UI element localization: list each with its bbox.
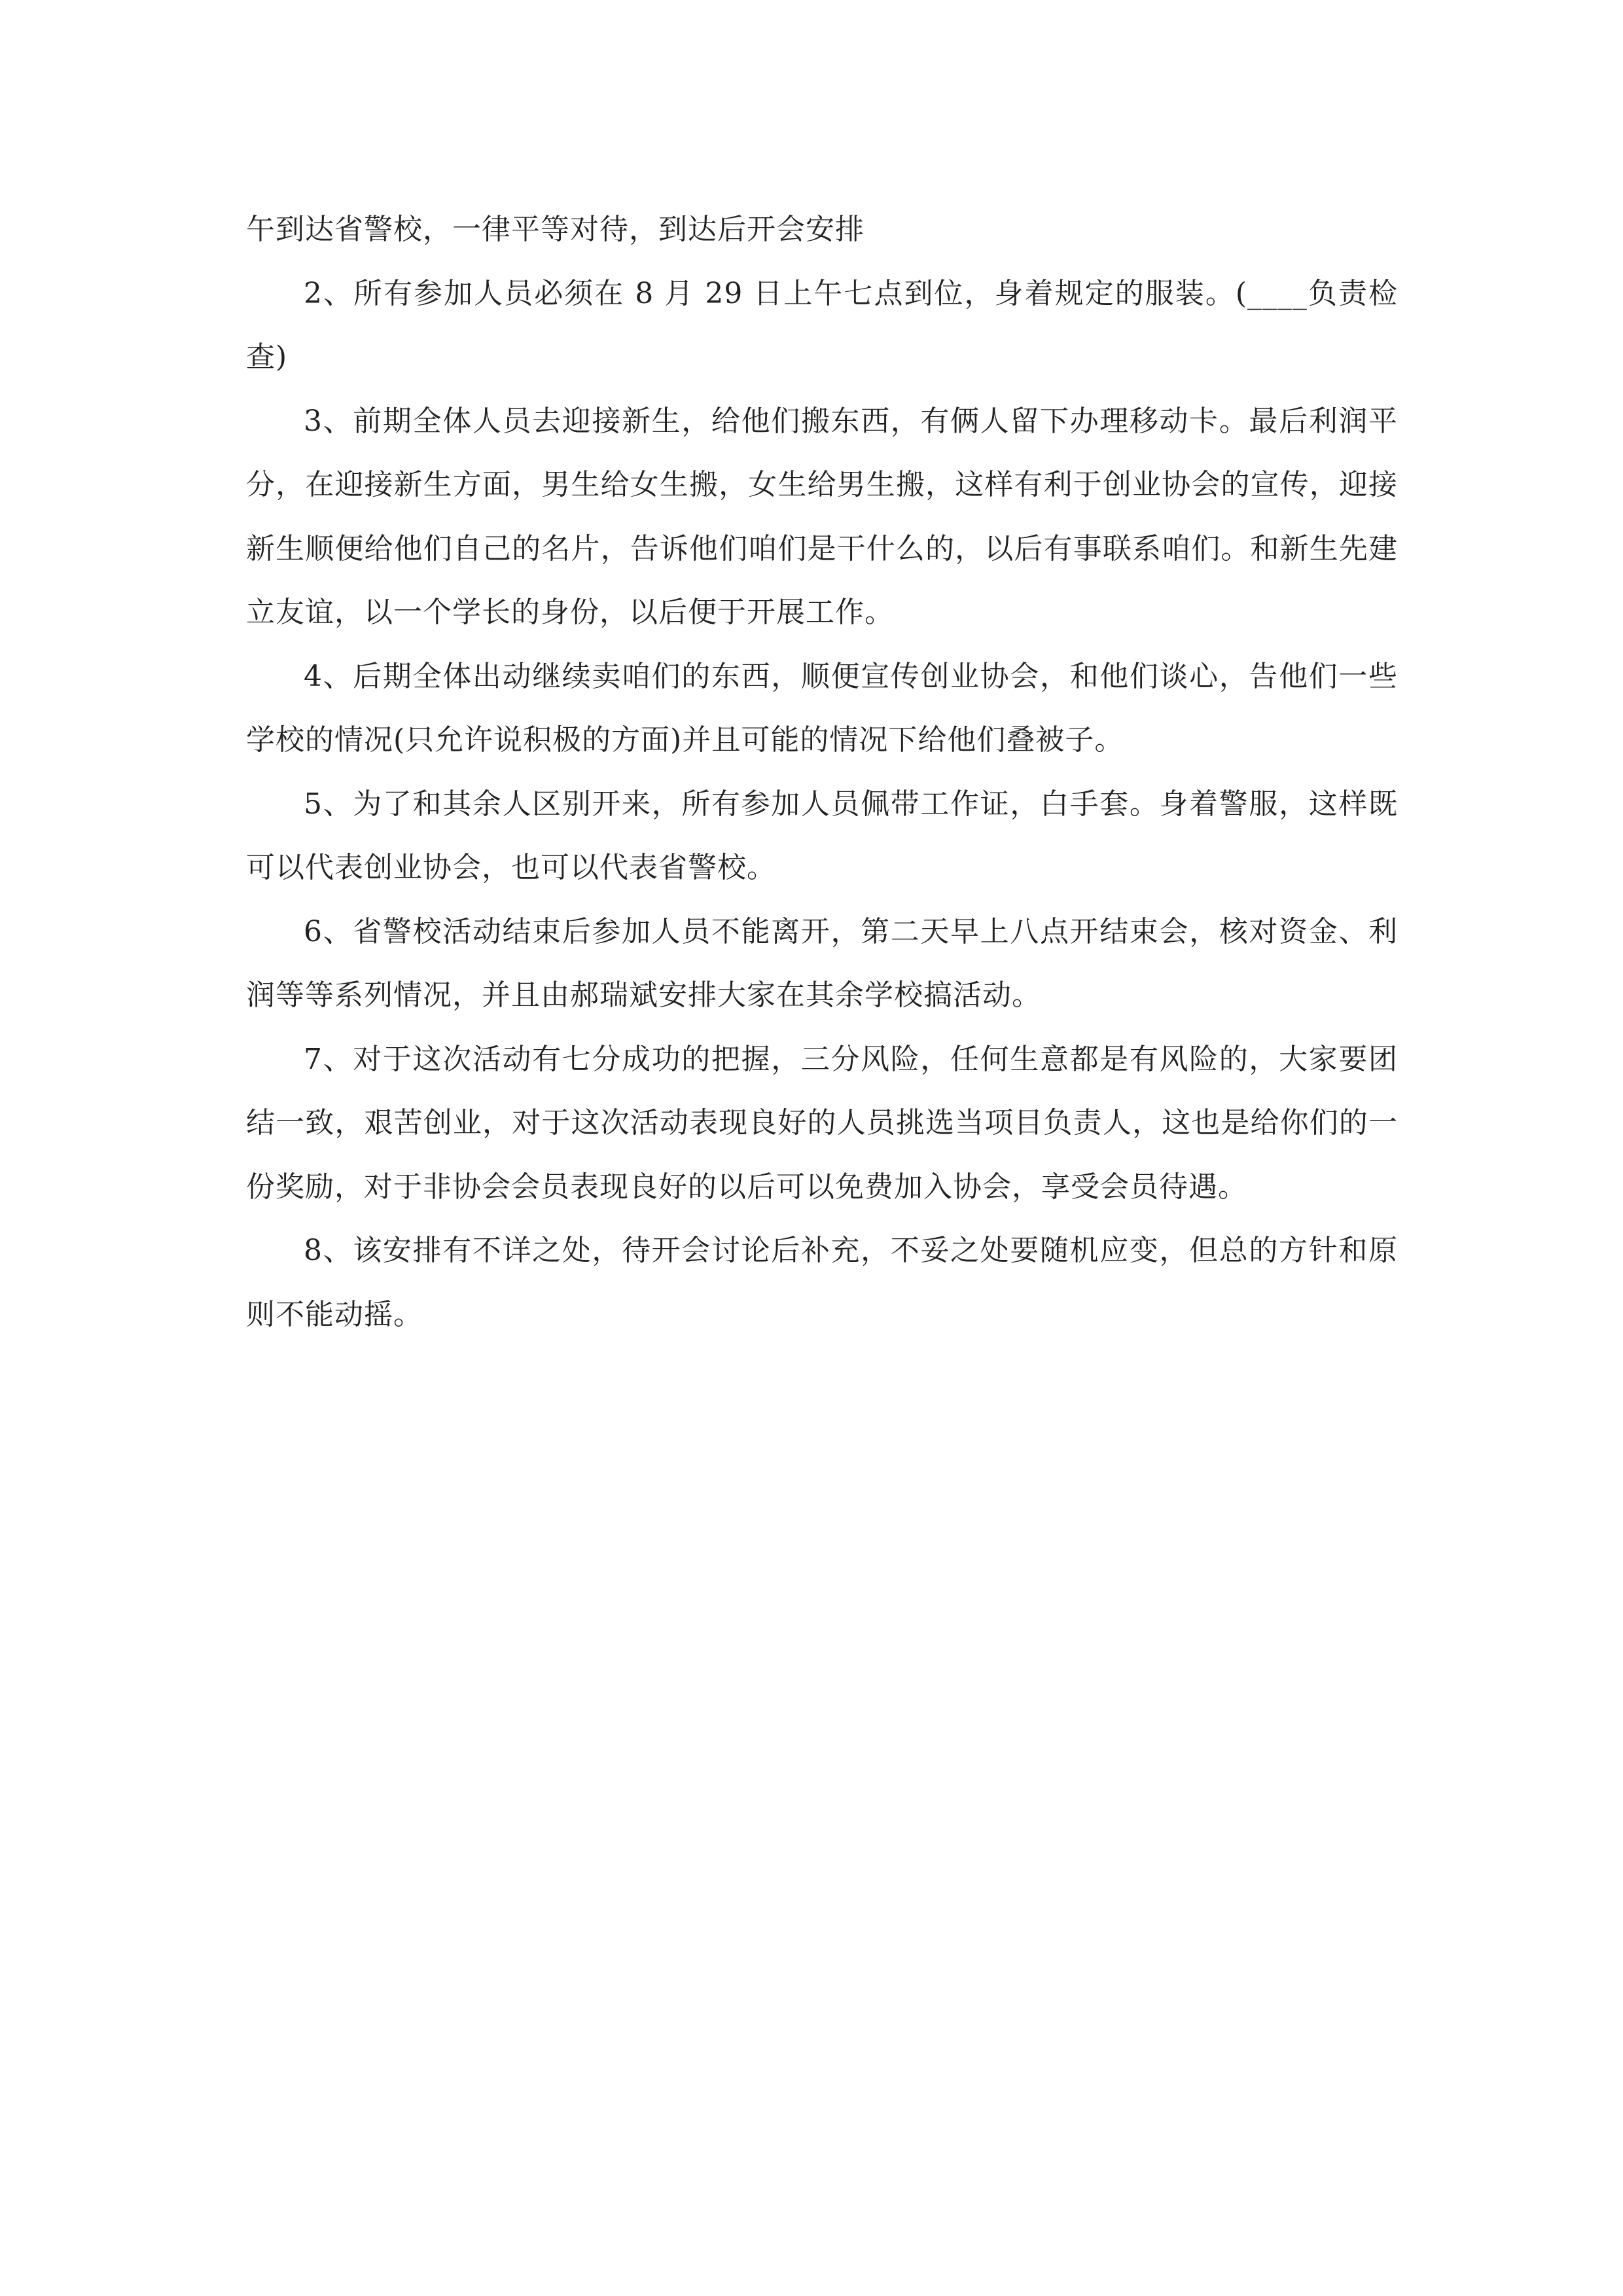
paragraph-item-8: 8、该安排有不详之处，待开会讨论后补充，不妥之处要随机应变，但总的方针和原则不能动摇。 xyxy=(246,1234,1398,1331)
paragraph-item-4: 4、后期全体出动继续卖咱们的东西，顺便宣传创业协会，和他们谈心，告他们一些学校的情况(只允许说积极的方面)并且可能的情况下给他们叠被子。 xyxy=(246,659,1398,757)
paragraph-continuation: 午到达省警校，一律平等对待，到达后开会安排 xyxy=(246,213,865,246)
paragraph-item-7: 7、对于这次活动有七分成功的把握，三分风险，任何生意都是有风险的，大家要团结一致，艰苦创业，对于这次活动表现良好的人员挑选当项目负责人，这也是给你们的一份奖励，对于非协会会员表现良好的以后可以免费加入协会，享受会员待遇。 xyxy=(246,1042,1398,1204)
document-body xyxy=(246,198,1398,1346)
paragraph-item-5: 5、为了和其余人区别开来，所有参加人员佩带工作证，白手套。身着警服，这样既可以代表创业协会，也可以代表省警校。 xyxy=(246,787,1398,884)
paragraph-item-2: 2、所有参加人员必须在 8 月 29 日上午七点到位，身着规定的服装。(____负责检查) xyxy=(246,276,1398,374)
paragraph-item-3: 3、前期全体人员去迎接新生，给他们搬东西，有俩人留下办理移动卡。最后利润平分，在迎接新生方面，男生给女生搬，女生给男生搬，这样有利于创业协会的宣传，迎接新生顺便给他们自己的名片，告诉他们咱们是干什么的，以后有事联系咱们。和新生先建立友谊，以一个学长的身份，以后便于开展工作。 xyxy=(246,404,1398,629)
paragraph-item-6: 6、省警校活动结束后参加人员不能离开，第二天早上八点开结束会，核对资金、利润等等系列情况，并且由郝瑞斌安排大家在其余学校搞活动。 xyxy=(246,914,1398,1012)
